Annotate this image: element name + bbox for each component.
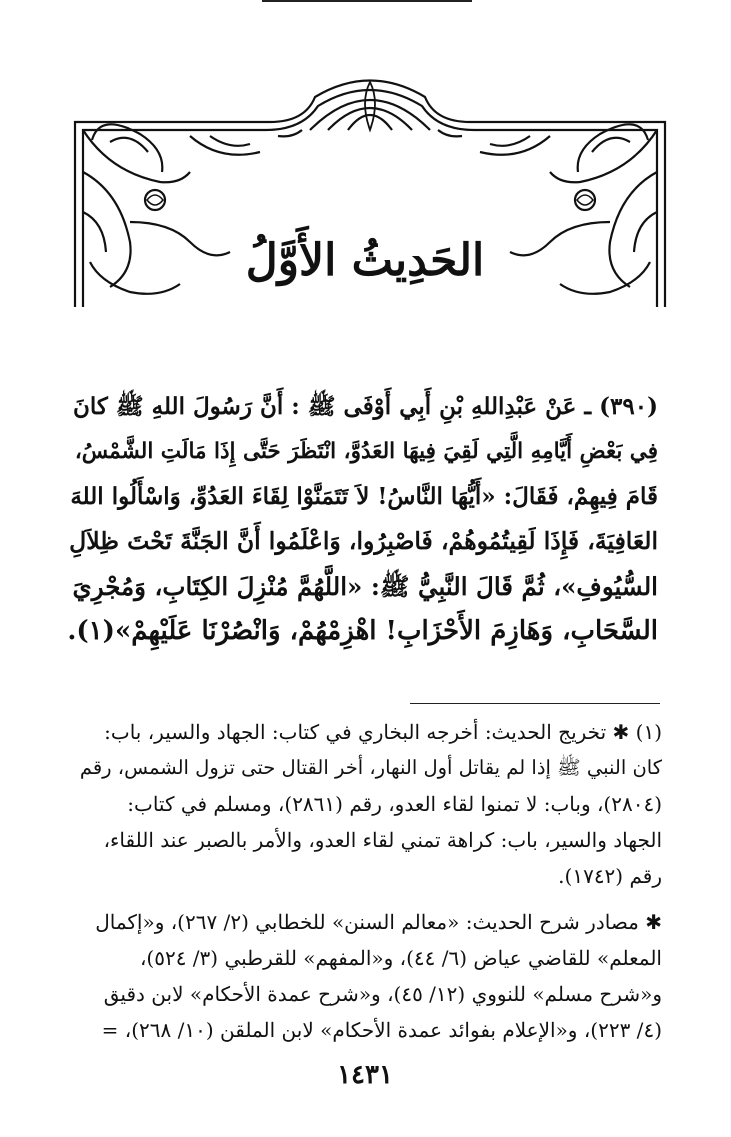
footnote-line: كان النبي ﷺ إذا لم يقاتل أول النهار، أخر القتال حتى تزول الشمس، رقم bbox=[79, 756, 662, 779]
hadith-line: السُّيُوفِ»، ثُمَّ قَالَ النَّبِيُّ ﷺ: «اللَّهُمَّ مُنْزِلَ الكِتَابِ، وَمُجْرِيَ bbox=[72, 572, 658, 601]
footnotes bbox=[66, 714, 662, 1048]
sources-line: ✱ مصادر شرح الحديث: «معالم السنن» للخطابي (٢/ ٢٦٧)، و«إكمال bbox=[95, 910, 662, 934]
hadith-line: العَافِيَةَ، فَإِذَا لَقِيتُمُوهُمْ، فَاصْبِرُوا، وَاعْلَمُوا أَنَّ الجَنَّةَ تَحْتَ ظِلاَلِ bbox=[69, 527, 658, 555]
sources-line: و«شرح مسلم» للنووي (١٢/ ٤٥)، و«شرح عمدة الأحكام» لابن دقيق bbox=[103, 982, 662, 1006]
footnote-line: رقم (١٧٤٢). bbox=[558, 864, 662, 888]
footnote-line: (١) ✱ تخريج الحديث: أخرجه البخاري في كتاب: الجهاد والسير، باب: bbox=[104, 720, 662, 744]
sources-line: المعلم» للقاضي عياض (٦/ ٤٤)، و«المفهم» للقرطبي (٣/ ٥٢٤)، bbox=[139, 946, 662, 970]
hadith-line: (٣٩٠) ـ عَنْ عَبْدِاللهِ بْنِ أَبِي أَوْفَى ﷺ : أَنَّ رَسُولَ اللهِ ﷺ كانَ bbox=[72, 393, 658, 420]
top-rule bbox=[262, 0, 472, 2]
footnote-line: (٢٨٠٤)، وباب: لا تمنوا لقاء العدو، رقم (٢٨٦١)، ومسلم في كتاب: bbox=[127, 792, 662, 816]
sources-line: (٤/ ٢٢٣)، و«الإعلام بفوائد عمدة الأحكام» لابن الملقن (١٠/ ٢٦٨)، = bbox=[101, 1018, 662, 1042]
page-number: ١٤٣١ bbox=[337, 1060, 393, 1090]
hadith-line: فِي بَعْضِ أَيَّامِهِ الَّتِي لَقِيَ فِيهَا العَدُوَّ، انْتَظَرَ حَتَّى إِذَا مَالَتِ الشَّمْسُ، bbox=[74, 439, 658, 464]
hadith-line: السَّحَابِ، وَهَازِمَ الأَحْزَابِ! اهْزِمْهُمْ، وَانْصُرْنَا عَلَيْهِمْ»(١). bbox=[67, 616, 658, 646]
hadith-line: قَامَ فِيهِمْ، فَقَالَ: «أَيُّهَا النَّاسُ! لاَ تَتَمَنَّوْا لِقَاءَ العَدُوِّ، وَاسْأَلُوا اللهَ bbox=[70, 483, 658, 510]
chapter-title: الحَدِيثُ الأَوَّلُ bbox=[245, 235, 485, 286]
footnote-divider bbox=[410, 703, 660, 704]
footnote-line: الجهاد والسير، باب: كراهة تمني لقاء العدو، والأمر بالصبر عند اللقاء، bbox=[103, 828, 662, 852]
hadith-text bbox=[66, 384, 658, 654]
